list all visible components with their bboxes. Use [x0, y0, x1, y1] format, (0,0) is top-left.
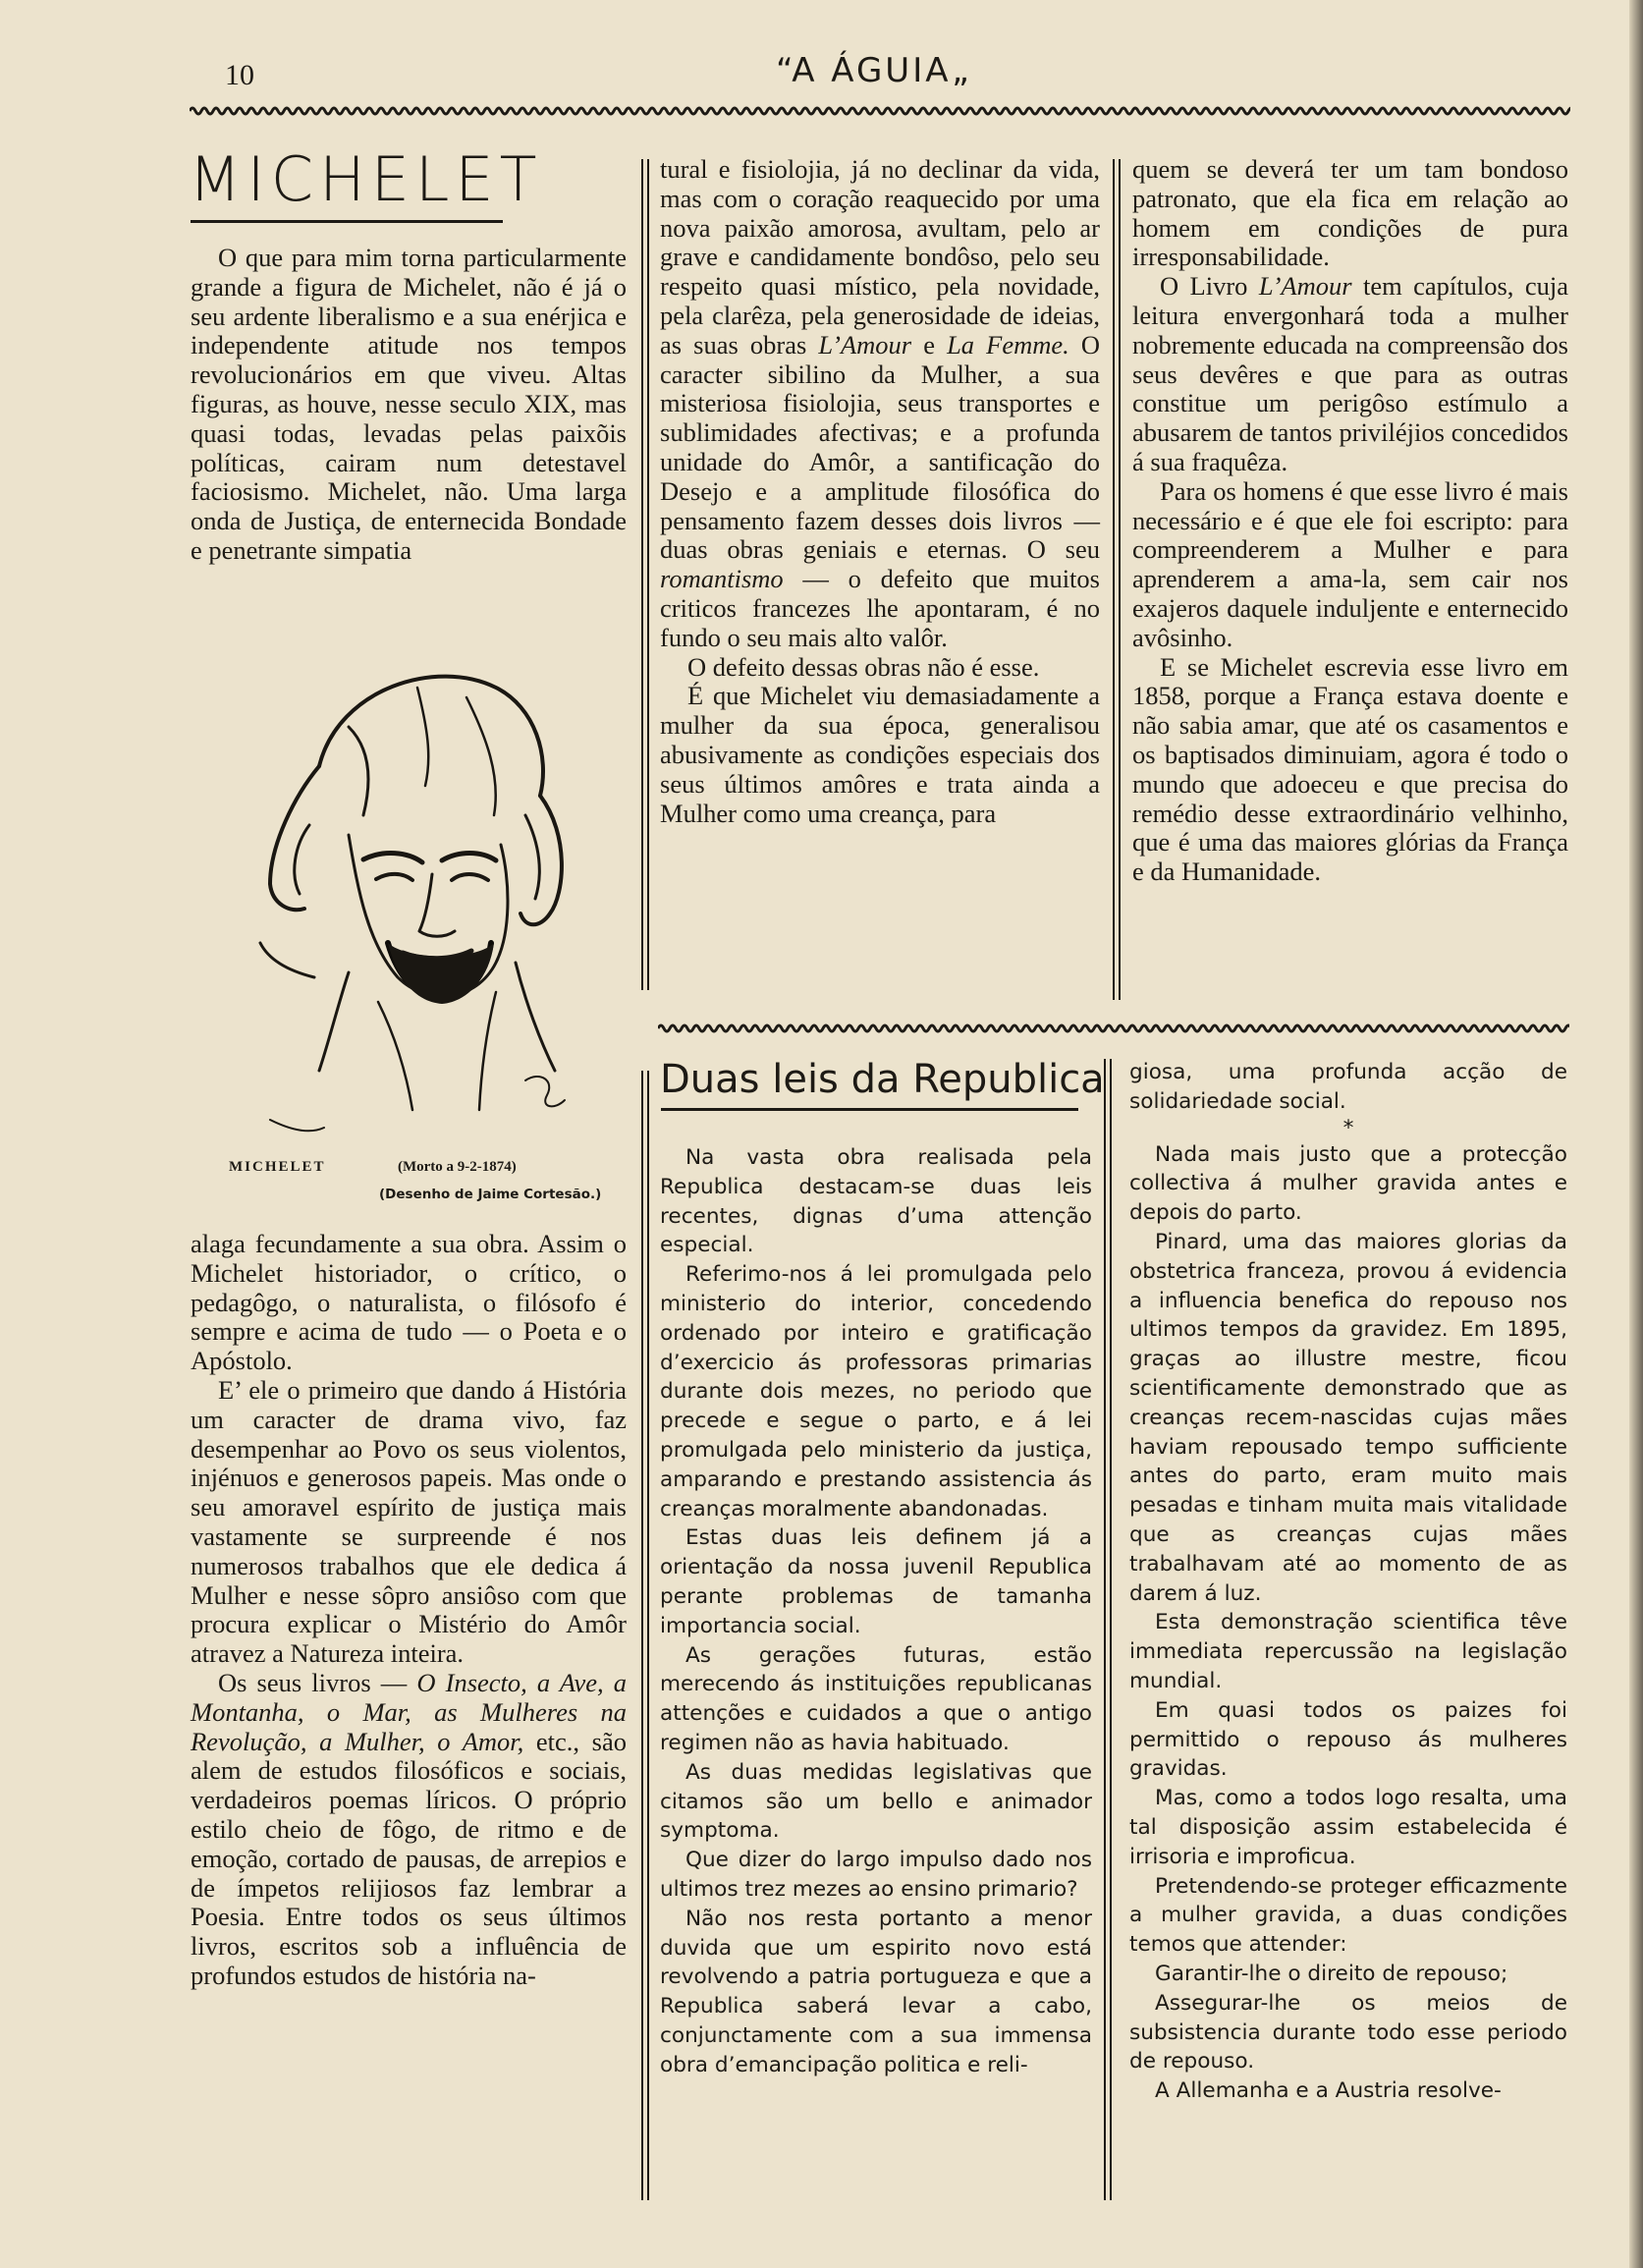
- column-divider: [1113, 159, 1115, 1000]
- paragraph: Pretendendo-se proteger efficazmente a mulher gravida, a duas condições temos que attender:: [1129, 1873, 1567, 1958]
- michelet-col2: [660, 155, 1100, 828]
- text-run: etc., são alem de estudos filosóficos e sociais, verdadeiros poemas líricos. O próprio estilo cheio de fôgo, de ritmo e de emoção, cortado de pausas, de arrepios e de ímpetos relijiosos faz lembrar a Poesia. Entre todos os seus últimos livros, escritos sob a influência de profundos estudos de história na-: [191, 1726, 627, 1990]
- paragraph: quem se deverá ter um tam bondoso patronato, que ela fica em relação ao homem em condições de pura irresponsabilidade.: [1132, 154, 1568, 272]
- portrait-caption-credit: (Desenho de Jaime Cortesão.): [379, 1187, 602, 1202]
- paragraph: Esta demonstração scientifica têve immediata repercussão na legislação mundial.: [1129, 1610, 1567, 1693]
- book-titles: O Insecto, a Ave, a Montanha, o Mar, as Mulheres na Revolução, a Mulher, o Amor,: [191, 1667, 628, 1756]
- text-run: O caracter sibilino da Mulher, a sua misteriosa fisiolojia, seus transportes e sublimidades afectivas; e a profunda unidade do Amôr, a santificação do Desejo e a amplitude filosófica do pensamento fazem desses dois livros — duas obras geniais e eternas. O seu: [660, 329, 1100, 565]
- paragraph: E se Michelet escrevia esse livro em 1858, porque a França estava doente e não sabia amar, que até os casamentos e os baptisados diminuiam, agora é todo o mundo que adoeceu e que precisa do remédio desse extraordinário velhinho, que é uma das maiores glórias da França e da Humanidade.: [1132, 651, 1568, 887]
- paragraph: Não nos resta portanto a menor duvida que um espirito novo está revolvendo a patria portugueza e que a Republica saberá levar a cabo, conjunctamente com a sua immensa obra d’emancipação politica e reli-: [660, 1906, 1092, 2077]
- column-divider: [647, 1071, 649, 2200]
- paragraph: As gerações futuras, estão merecendo ás instituições republicanas attenções e cuidados a que o antigo regimen não as havia habituado.: [660, 1642, 1092, 1755]
- michelet-col1-bottom: [191, 1230, 627, 1991]
- column-divider: [1104, 1059, 1106, 2200]
- paragraph: Na vasta obra realisada pela Republica destacam-se duas leis recentes, dignas d’uma attenção especial.: [660, 1145, 1092, 1258]
- paragraph: Referimo-nos á lei promulgada pelo ministerio do interior, concedendo ordenado por inteiro e gratificação d’exercicio ás professoras primarias durante dois mezes, no periodo que precede e segue o parto, e á lei promulgada pelo ministerio da justiça, amparando e prestando assistencia ás creanças moralmente abandonadas.: [660, 1262, 1092, 1521]
- paragraph: giosa, uma profunda acção de solidariedade social.: [1129, 1060, 1567, 1114]
- paragraph: Garantir-lhe o direito de repouso;: [1155, 1961, 1508, 1986]
- column-divider: [1110, 1059, 1112, 2200]
- text-run: O Livro: [1160, 271, 1259, 302]
- column-divider: [1119, 159, 1121, 1000]
- column-divider: [641, 1071, 643, 2200]
- paragraph: Nada mais justo que a protecção collectiva á mulher gravida antes e depois do parto.: [1129, 1141, 1567, 1226]
- paragraph: Mas, como a todos logo resalta, uma tal disposição assim estabelecida é irrisoria e improficua.: [1129, 1786, 1567, 1869]
- section-wavy-rule: [658, 1022, 1569, 1035]
- column-divider: [641, 159, 643, 990]
- paragraph: Assegurar-lhe os meios de subsistencia durante todo esse periodo de repouso.: [1129, 1990, 1567, 2074]
- header-wavy-rule: [190, 104, 1570, 118]
- paragraph: [1132, 272, 1568, 477]
- paragraph: Em quasi todos os paizes foi permittido o repouso ás mulheres gravidas.: [1129, 1697, 1567, 1782]
- article-title-michelet: MICHELET: [189, 143, 543, 215]
- michelet-col1-top: [191, 244, 627, 566]
- title-underline: [191, 220, 503, 223]
- paragraph: A Allemanha e a Austria resolve-: [1155, 2078, 1502, 2104]
- michelet-portrait-drawing: [201, 648, 604, 1159]
- emphasis: romantismo: [660, 564, 784, 594]
- running-title: “A ÁGUIA„: [776, 51, 972, 90]
- text-run: e: [911, 329, 948, 360]
- paragraph: alaga fecundamente a sua obra. Assim o Michelet historiador, o crítico, o pedagôgo, o naturalista, o filósofo é sempre e acima de tudo — o Poeta e o Apóstolo.: [191, 1229, 627, 1376]
- paragraph: Para os homens é que esse livro é mais necessário e é que ele foi escripto: para compreenderem a Mulher e para aprenderem a ama-la, sem cair nos exajeros daquele induljente e enternecido avôsinho.: [1132, 475, 1568, 652]
- page-edge-shadow: [1629, 0, 1643, 2268]
- paragraph: [660, 155, 1100, 653]
- duas-leis-col-a: [660, 1143, 1092, 2080]
- column-divider: [647, 159, 649, 990]
- paragraph: As duas medidas legislativas que citamos são um bello e animador symptoma.: [660, 1759, 1092, 1844]
- paragraph: Pinard, uma das maiores glorias da obstetrica franceza, provou á evidencia a influencia benefica do repouso nos ultimos tempos da gravidez. Em 1895, graças ao illustre mestre, ficou scientificamente demonstrado que as creanças recem-nascidas cujas mães haviam repousado tempo sufficiente antes do parto, eram muito mais pesadas e tinham muita mais vitalidade que as creanças cujas mães trabalhavam até ao momento de as darem á luz.: [1129, 1229, 1567, 1606]
- page-number: 10: [225, 59, 254, 91]
- book-title: L’Amour: [818, 329, 912, 360]
- title-underline: [661, 1108, 1078, 1111]
- paragraph: [191, 1669, 627, 1991]
- portrait-caption-dates: (Morto a 9-2-1874): [398, 1159, 517, 1175]
- book-title: La Femme.: [947, 329, 1069, 360]
- section-separator: *: [1342, 1115, 1354, 1140]
- paragraph: Estas duas leis definem já a orientação da nossa juvenil Republica perante problemas de tamanha importancia social.: [660, 1525, 1092, 1638]
- book-title: L’Amour: [1258, 271, 1352, 302]
- text-run: — o defeito que muitos criticos francezes lhe apontaram, é no fundo o seu mais alto valôr.: [660, 564, 1100, 652]
- portrait-caption-name: MICHELET: [229, 1159, 326, 1175]
- text-run: Os seus livros —: [218, 1667, 417, 1697]
- article-title-duas-leis: Duas leis da Republica: [660, 1057, 1105, 1102]
- paragraph: O defeito dessas obras não é esse.: [687, 651, 1040, 682]
- paragraph: E’ ele o primeiro que dando á História um caracter de drama vivo, faz desempenhar ao Povo os seus violentos, injénuos e generosos papeis. Mas onde o seu amoravel espírito de justiça mais vastamente se surpreende é nos numerosos trabalhos que ele dedica á Mulher e nesse sôpro ansiôso com que procura explicar o Mistério do Amôr atravez a Natureza inteira.: [191, 1374, 627, 1669]
- paragraph: É que Michelet viu demasiadamente a mulher da sua época, generalisou abusivamente as condições especiais dos seus últimos amôres e trata ainda a Mulher como uma creança, para: [660, 681, 1100, 828]
- michelet-col3: [1132, 155, 1568, 887]
- text-run: tem capítulos, cuja leitura envergonhará toda a mulher nobremente educada na compreensão dos seus devêres e que para as outras constitue um perigôso estímulo a abusarem de tantos priviléjios concedidos á sua fraquêza.: [1132, 271, 1568, 476]
- duas-leis-col-b: [1129, 1058, 1567, 2106]
- paragraph: O que para mim torna particularmente grande a figura de Michelet, não é já o seu ardente liberalismo e a sua enérjica e independente atitude nos tempos revolucionários em que viveu. Altas figuras, as houve, nesse seculo XIX, mas quasi todas, levadas pelas paixõis políticas, cairam num detestavel faciosismo. Michelet, não. Uma larga onda de Justiça, de enternecida Bondade e penetrante simpatia: [191, 243, 627, 565]
- paragraph: Que dizer do largo impulso dado nos ultimos trez mezes ao ensino primario?: [660, 1848, 1092, 1902]
- text-run: tural e fisiolojia, já no declinar da vida, mas com o coração reaquecido por uma nova paixão amorosa, avultam, pelo ar grave e candidamente bondôso, pelo seu respeito quasi místico, pela novidade, pela clarêza, pela generosidade de ideias, as suas obras: [660, 154, 1100, 360]
